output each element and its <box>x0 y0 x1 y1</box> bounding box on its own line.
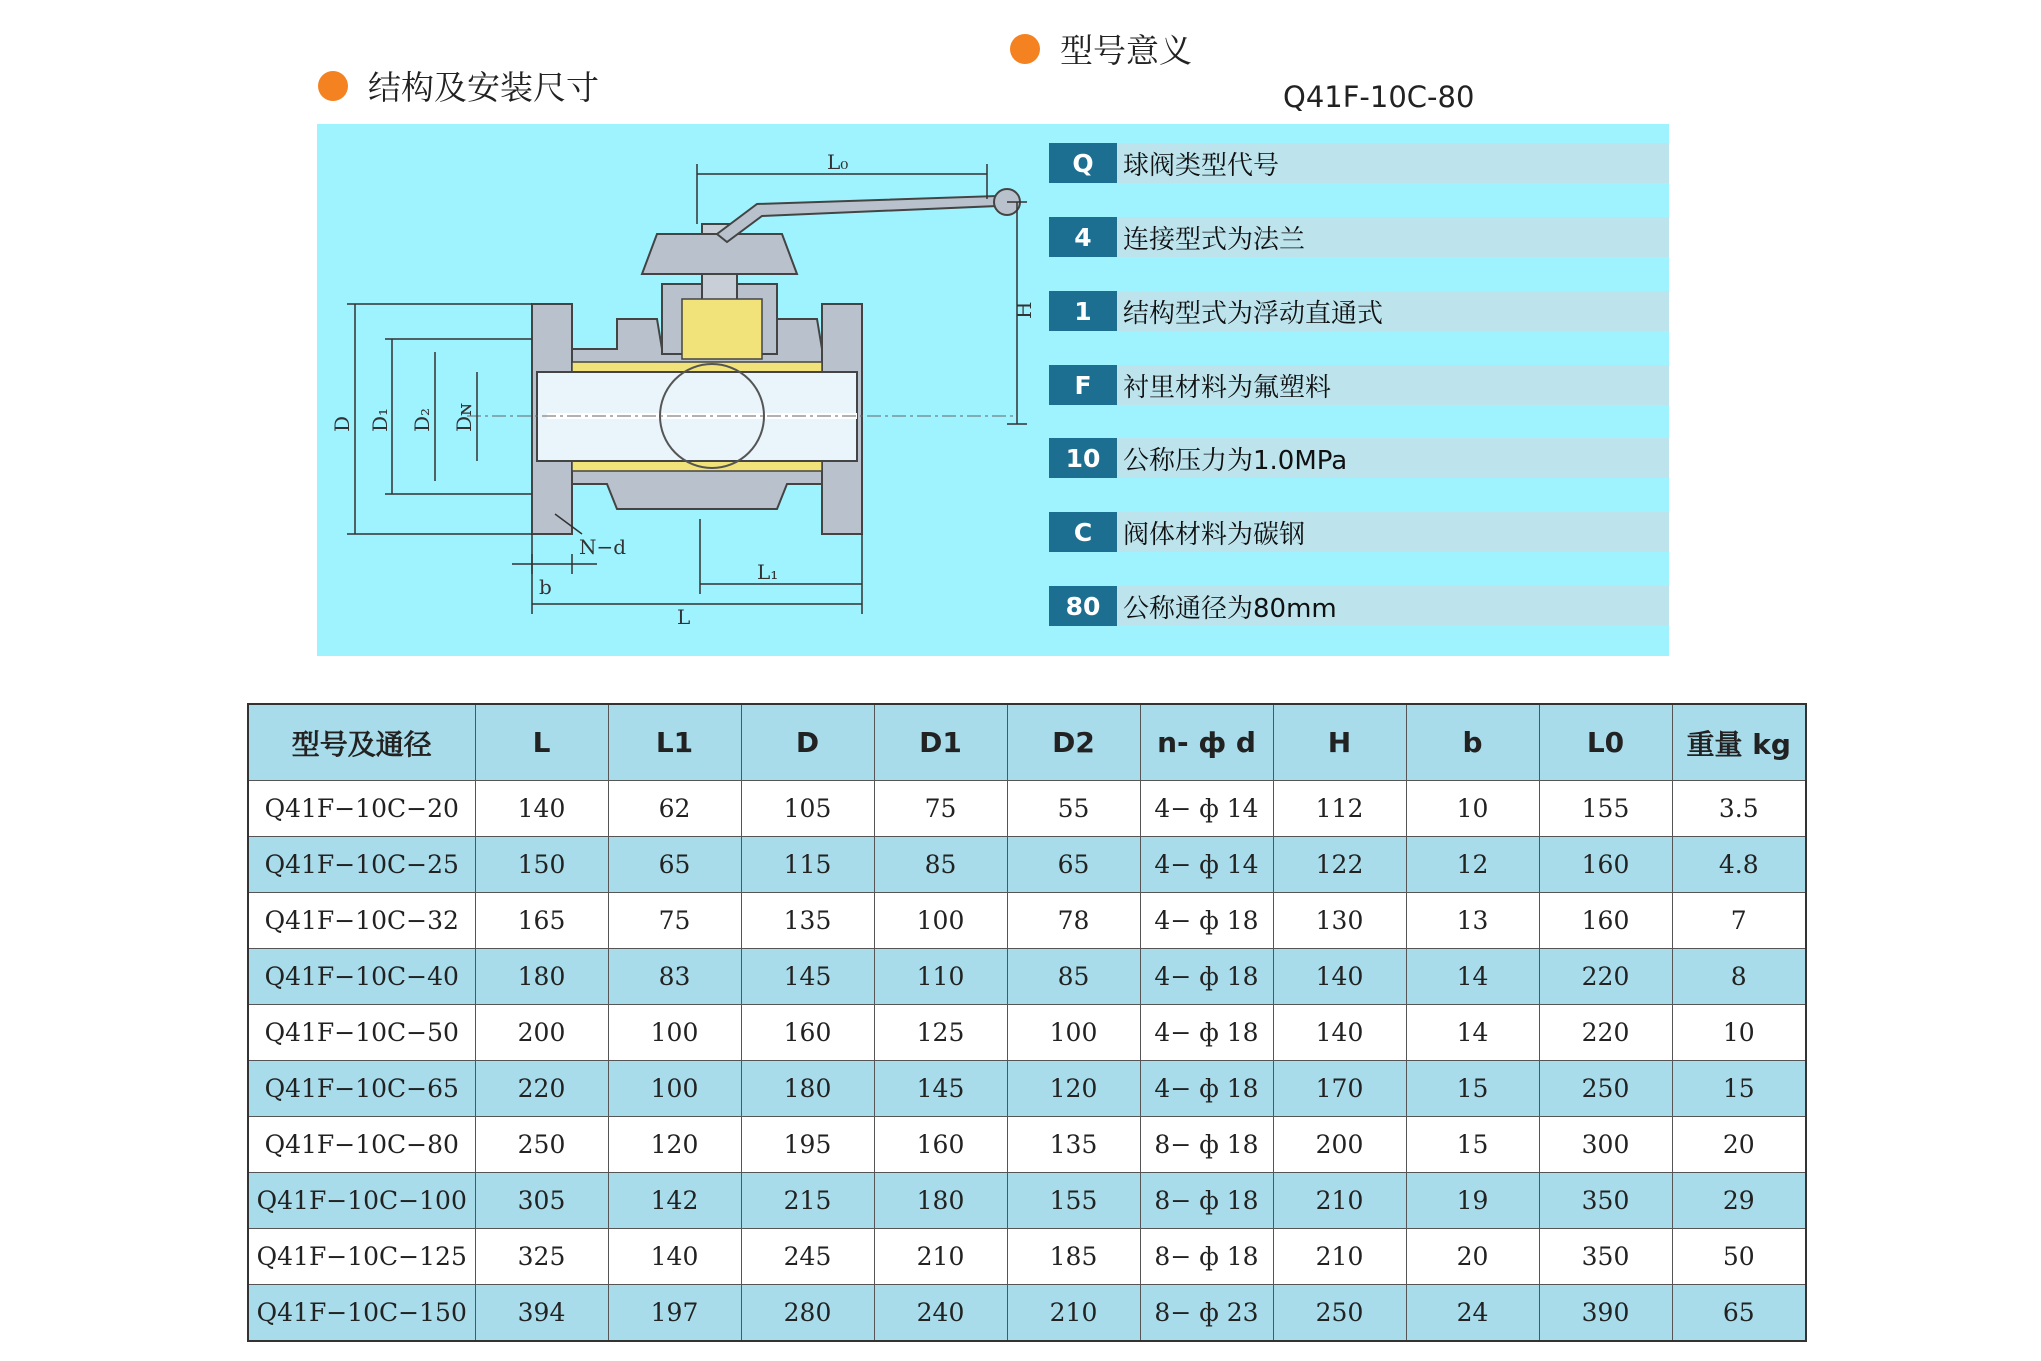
code-description: 衬里材料为氟塑料 <box>1117 365 1669 405</box>
dim-label-b: b <box>539 575 552 599</box>
table-cell: 210 <box>1273 1229 1406 1285</box>
column-header: 型号及通径 <box>248 704 475 781</box>
table-cell: 197 <box>608 1285 741 1342</box>
table-row <box>248 1005 1806 1061</box>
table-cell: 85 <box>1007 949 1140 1005</box>
table-cell: 170 <box>1273 1061 1406 1117</box>
table-cell: 4− ф 18 <box>1140 949 1273 1005</box>
table-cell: 195 <box>741 1117 874 1173</box>
table-cell: 165 <box>475 893 608 949</box>
column-header: H <box>1273 704 1406 781</box>
table-cell: Q41F−10C−50 <box>248 1005 475 1061</box>
table-cell: 220 <box>1539 949 1672 1005</box>
table-cell: 20 <box>1672 1117 1806 1173</box>
table-row <box>248 1285 1806 1342</box>
table-cell: 150 <box>475 837 608 893</box>
code-letter: 10 <box>1049 438 1117 478</box>
table-cell: 115 <box>741 837 874 893</box>
code-row <box>1049 438 1669 478</box>
table-cell: 3.5 <box>1672 781 1806 837</box>
table-cell: 220 <box>475 1061 608 1117</box>
table-cell: Q41F−10C−32 <box>248 893 475 949</box>
table-cell: 140 <box>1273 1005 1406 1061</box>
dim-label-D: D <box>330 415 354 432</box>
table-cell: 4− ф 18 <box>1140 893 1273 949</box>
table-cell: 180 <box>874 1173 1007 1229</box>
table-cell: 200 <box>475 1005 608 1061</box>
table-cell: 120 <box>1007 1061 1140 1117</box>
column-header: L <box>475 704 608 781</box>
dim-label-D2: D₂ <box>410 407 434 432</box>
code-letter: 1 <box>1049 291 1117 331</box>
table-cell: 4− ф 18 <box>1140 1061 1273 1117</box>
structure-title: 结构及安装尺寸 <box>368 68 599 107</box>
table-cell: 100 <box>874 893 1007 949</box>
table-cell: 350 <box>1539 1173 1672 1229</box>
code-description: 公称通径为80mm <box>1117 586 1669 626</box>
table-cell: Q41F−10C−65 <box>248 1061 475 1117</box>
code-description: 公称压力为1.0MPa <box>1117 438 1669 478</box>
table-cell: 8− ф 18 <box>1140 1229 1273 1285</box>
table-cell: 65 <box>608 837 741 893</box>
table-cell: 142 <box>608 1173 741 1229</box>
table-cell: 8 <box>1672 949 1806 1005</box>
table-cell: 4− ф 18 <box>1140 1005 1273 1061</box>
table-cell: 394 <box>475 1285 608 1342</box>
table-cell: 112 <box>1273 781 1406 837</box>
table-cell: 140 <box>1273 949 1406 1005</box>
table-cell: 15 <box>1406 1117 1539 1173</box>
code-row <box>1049 586 1669 626</box>
table-cell: 14 <box>1406 949 1539 1005</box>
table-cell: 20 <box>1406 1229 1539 1285</box>
table-cell: 55 <box>1007 781 1140 837</box>
table-cell: 75 <box>608 893 741 949</box>
table-cell: 180 <box>475 949 608 1005</box>
table-cell: 140 <box>608 1229 741 1285</box>
table-cell: 8− ф 18 <box>1140 1173 1273 1229</box>
table-cell: 14 <box>1406 1005 1539 1061</box>
code-row <box>1049 291 1669 331</box>
table-cell: 83 <box>608 949 741 1005</box>
table-cell: Q41F−10C−125 <box>248 1229 475 1285</box>
dim-label-H: H <box>1012 301 1036 319</box>
table-cell: 100 <box>608 1005 741 1061</box>
table-row <box>248 781 1806 837</box>
code-description: 结构型式为浮动直通式 <box>1117 291 1669 331</box>
table-cell: 160 <box>741 1005 874 1061</box>
table-cell: 13 <box>1406 893 1539 949</box>
table-cell: 215 <box>741 1173 874 1229</box>
table-cell: 210 <box>874 1229 1007 1285</box>
table-cell: 390 <box>1539 1285 1672 1342</box>
table-row <box>248 893 1806 949</box>
column-header: 重量 kg <box>1672 704 1806 781</box>
table-cell: 305 <box>475 1173 608 1229</box>
table-cell: 78 <box>1007 893 1140 949</box>
table-cell: 250 <box>1273 1285 1406 1342</box>
code-letter: F <box>1049 365 1117 405</box>
column-header: n- ф d <box>1140 704 1273 781</box>
spec-table <box>247 703 1807 1342</box>
structure-heading <box>318 62 599 109</box>
column-header: b <box>1406 704 1539 781</box>
dim-label-L: L <box>677 605 691 629</box>
table-cell: Q41F−10C−25 <box>248 837 475 893</box>
table-cell: 135 <box>1007 1117 1140 1173</box>
table-cell: 62 <box>608 781 741 837</box>
column-header: L1 <box>608 704 741 781</box>
table-cell: 250 <box>475 1117 608 1173</box>
table-cell: 210 <box>1273 1173 1406 1229</box>
table-cell: 140 <box>475 781 608 837</box>
table-cell: 240 <box>874 1285 1007 1342</box>
table-cell: 100 <box>1007 1005 1140 1061</box>
table-cell: 65 <box>1672 1285 1806 1342</box>
code-letter: Q <box>1049 143 1117 183</box>
column-header: L0 <box>1539 704 1672 781</box>
table-cell: 350 <box>1539 1229 1672 1285</box>
table-cell: 85 <box>874 837 1007 893</box>
code-letter: C <box>1049 512 1117 552</box>
table-cell: 7 <box>1672 893 1806 949</box>
table-cell: 220 <box>1539 1005 1672 1061</box>
table-cell: 280 <box>741 1285 874 1342</box>
table-header-row <box>248 704 1806 781</box>
table-cell: Q41F−10C−100 <box>248 1173 475 1229</box>
dim-label-L1: L₁ <box>757 560 779 584</box>
bullet-dot-icon <box>318 71 348 101</box>
table-cell: 125 <box>874 1005 1007 1061</box>
table-cell: 10 <box>1406 781 1539 837</box>
code-description: 连接型式为法兰 <box>1117 217 1669 257</box>
gland <box>642 234 797 274</box>
column-header: D2 <box>1007 704 1140 781</box>
table-cell: 10 <box>1672 1005 1806 1061</box>
table-row <box>248 949 1806 1005</box>
table-cell: 122 <box>1273 837 1406 893</box>
code-row <box>1049 365 1669 405</box>
table-cell: 15 <box>1672 1061 1806 1117</box>
table-cell: 160 <box>874 1117 1007 1173</box>
column-header: D <box>741 704 874 781</box>
model-heading <box>1010 25 1192 72</box>
code-row <box>1049 143 1669 183</box>
table-cell: 4− ф 14 <box>1140 837 1273 893</box>
code-letter: 80 <box>1049 586 1117 626</box>
table-cell: Q41F−10C−20 <box>248 781 475 837</box>
table-cell: 145 <box>874 1061 1007 1117</box>
table-cell: 8− ф 23 <box>1140 1285 1273 1342</box>
model-title: 型号意义 <box>1060 31 1192 70</box>
code-letter: 4 <box>1049 217 1117 257</box>
model-code: Q41F-10C-80 <box>1283 80 1475 114</box>
dim-label-DN: Dɴ <box>452 403 476 432</box>
table-cell: 155 <box>1007 1173 1140 1229</box>
table-cell: 29 <box>1672 1173 1806 1229</box>
table-cell: 185 <box>1007 1229 1140 1285</box>
table-cell: Q41F−10C−80 <box>248 1117 475 1173</box>
table-cell: 100 <box>608 1061 741 1117</box>
table-cell: 325 <box>475 1229 608 1285</box>
table-cell: 245 <box>741 1229 874 1285</box>
code-row <box>1049 217 1669 257</box>
table-row <box>248 1061 1806 1117</box>
table-cell: 110 <box>874 949 1007 1005</box>
table-cell: Q41F−10C−40 <box>248 949 475 1005</box>
table-cell: 130 <box>1273 893 1406 949</box>
table-cell: 250 <box>1539 1061 1672 1117</box>
table-cell: 155 <box>1539 781 1672 837</box>
table-cell: 24 <box>1406 1285 1539 1342</box>
table-cell: Q41F−10C−150 <box>248 1285 475 1342</box>
table-cell: 12 <box>1406 837 1539 893</box>
table-cell: 160 <box>1539 893 1672 949</box>
table-cell: 145 <box>741 949 874 1005</box>
bullet-dot-icon <box>1010 34 1040 64</box>
table-body <box>248 781 1806 1342</box>
column-header: D1 <box>874 704 1007 781</box>
table-cell: 105 <box>741 781 874 837</box>
table-cell: 8− ф 18 <box>1140 1117 1273 1173</box>
code-row <box>1049 512 1669 552</box>
code-description: 阀体材料为碳钢 <box>1117 512 1669 552</box>
table-row <box>248 1117 1806 1173</box>
table-cell: 180 <box>741 1061 874 1117</box>
table-cell: 120 <box>608 1117 741 1173</box>
table-cell: 50 <box>1672 1229 1806 1285</box>
dim-label-D1: D₁ <box>368 407 392 432</box>
table-cell: 200 <box>1273 1117 1406 1173</box>
table-cell: 4.8 <box>1672 837 1806 893</box>
table-cell: 4− ф 14 <box>1140 781 1273 837</box>
table-cell: 65 <box>1007 837 1140 893</box>
code-description: 球阀类型代号 <box>1117 143 1669 183</box>
table-cell: 300 <box>1539 1117 1672 1173</box>
table-row <box>248 1173 1806 1229</box>
table-cell: 75 <box>874 781 1007 837</box>
table-cell: 160 <box>1539 837 1672 893</box>
table-cell: 19 <box>1406 1173 1539 1229</box>
table-cell: 135 <box>741 893 874 949</box>
table-row <box>248 1229 1806 1285</box>
table-row <box>248 837 1806 893</box>
table-cell: 15 <box>1406 1061 1539 1117</box>
dim-label-Nd: N−d <box>579 535 627 559</box>
table-cell: 210 <box>1007 1285 1140 1342</box>
dim-label-L0: L₀ <box>827 150 849 174</box>
